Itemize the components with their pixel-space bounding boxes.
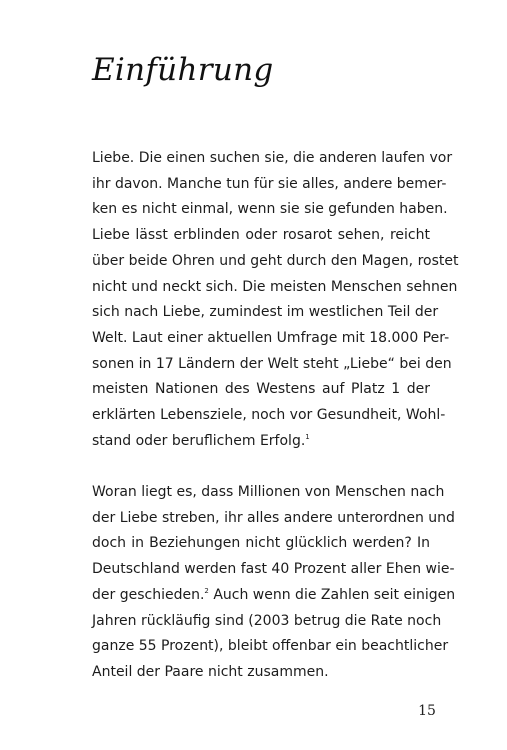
paragraph-2	[92, 480, 456, 686]
text-line: erklärten Lebensziele, noch vor Gesundheit, Wohl-	[92, 407, 446, 424]
text-line: Liebe lässt erblinden oder rosarot sehen, reicht	[92, 227, 430, 244]
text-line: Liebe. Die einen suchen sie, die anderen laufen vor	[92, 150, 453, 166]
text-line: nicht und neckt sich. Die meisten Menschen sehnen	[92, 278, 458, 295]
footnote-reference[interactable]: 1	[305, 432, 310, 441]
text-line-content: stand oder beruflichem Erfolg.	[92, 432, 306, 449]
page-number: 15	[418, 703, 436, 719]
text-line: über beide Ohren und geht durch den Magen, rostet	[92, 252, 459, 269]
chapter-title: Einführung	[92, 52, 274, 88]
text-line: ganze 55 Prozent), bleibt offenbar ein beachtlicher	[92, 638, 449, 655]
text-line: ihr davon. Manche tun für sie alles, andere bemer-	[92, 175, 447, 192]
text-line: sich nach Liebe, zumindest im westlichen Teil der	[92, 304, 439, 321]
text-line: der Liebe streben, ihr alles andere unterordnen und	[92, 509, 455, 526]
text-line: Jahren rückläufig sind (2003 betrug die Rate noch	[92, 612, 442, 629]
text-line-with-footnote	[92, 429, 430, 455]
footnote-reference[interactable]: 2	[204, 586, 209, 595]
text-line-with-footnote	[92, 583, 456, 609]
text-line: ken es nicht einmal, wenn sie sie gefunden haben.	[92, 201, 448, 218]
text-line: Anteil der Paare nicht zusammen.	[92, 663, 329, 680]
text-line: doch in Beziehungen nicht glücklich werden? In	[92, 535, 430, 552]
paragraph-1	[92, 146, 459, 454]
text-line: Woran liegt es, dass Millionen von Menschen nach	[92, 484, 445, 500]
text-line: meisten Nationen des Westens auf Platz 1 der	[92, 381, 430, 398]
text-line-content: der geschieden.	[92, 586, 205, 603]
text-line-content: Auch wenn die Zahlen seit einigen	[208, 586, 456, 603]
text-line: Welt. Laut einer aktuellen Umfrage mit 18.000 Per-	[92, 329, 450, 346]
text-line: sonen in 17 Ländern der Welt steht „Liebe“ bei den	[92, 355, 452, 372]
text-line: Deutschland werden fast 40 Prozent aller Ehen wie-	[92, 561, 455, 578]
